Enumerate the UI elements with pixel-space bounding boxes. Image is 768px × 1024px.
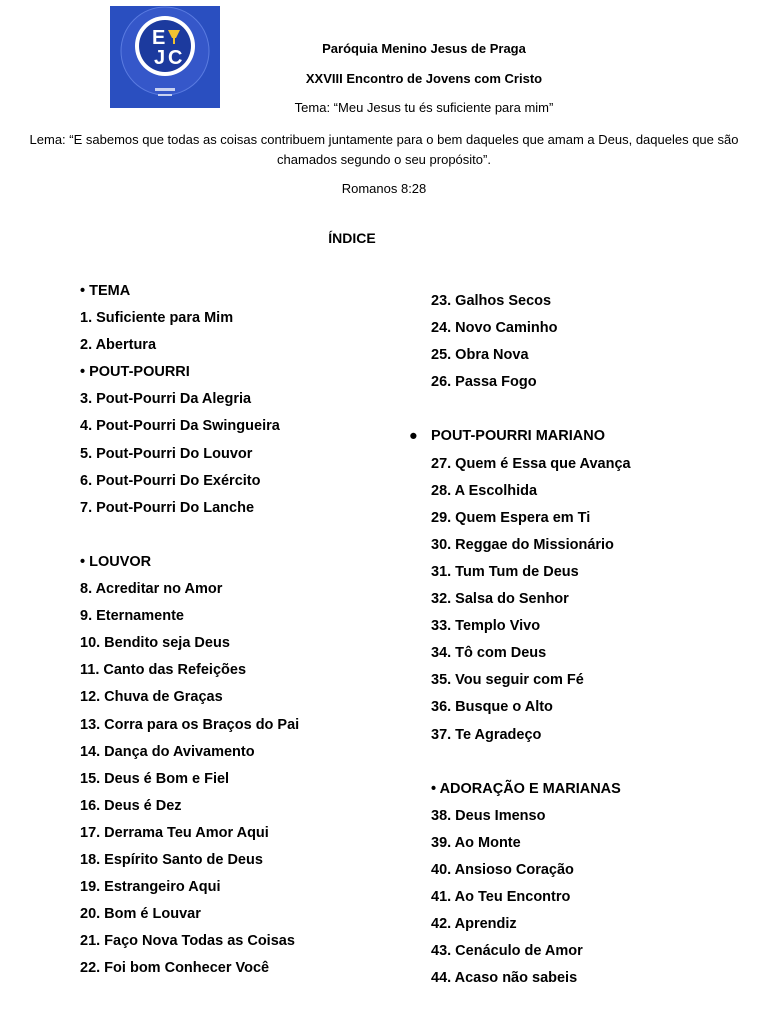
index-entry-label: 33. Templo Vivo [431,618,541,635]
logo-letter-e: E [152,27,166,49]
index-entry-label: 7. Pout-Pourri Do Lanche [80,499,255,516]
index-entry-label: 15. Deus é Bom e Fiel [80,770,230,787]
index-entry-label: 2. Abertura [80,337,157,354]
index-entry-label: 43. Cenáculo de Amor [431,943,583,960]
index-right-column [409,288,631,992]
index-entry-label: • ADORAÇÃO E MARIANAS [431,780,621,797]
index-entry-label: 38. Deus Imenso [431,807,546,824]
index-entry [431,586,631,613]
index-entry-label: 42. Aprendiz [431,916,517,933]
index-entry [431,722,631,749]
index-entry-label: 3. Pout-Pourri Da Alegria [80,391,252,408]
index-entry [80,901,299,928]
index-entry-label: 40. Ansioso Coração [431,861,574,878]
index-entry-label: 5. Pout-Pourri Do Louvor [80,445,253,462]
index-entry [80,657,299,684]
index-entry-label: 4. Pout-Pourri Da Swingueira [80,418,280,435]
index-entry-label: 20. Bom é Louvar [80,906,201,923]
index-entry-label: 6. Pout-Pourri Do Exército [80,472,261,489]
index-entry-label: 29. Quem Espera em Ti [431,509,591,526]
index-section [80,278,299,305]
index-entry [431,938,631,965]
index-entry-label: 28. A Escolhida [431,482,538,499]
index-entry-label: 23. Galhos Secos [431,293,552,309]
index-section [409,423,631,450]
index-entry-label: 32. Salsa do Senhor [431,591,569,608]
index-entry-label: 39. Ao Monte [431,834,521,851]
index-entry-label: 31. Tum Tum de Deus [431,563,579,580]
index-entry [80,874,299,901]
index-entry-label: 26. Passa Fogo [431,374,537,391]
index-entry-label: 21. Faço Nova Todas as Coisas [80,933,295,950]
index-entry-label: 27. Quem é Essa que Avança [431,455,631,472]
index-entry-label: • TEMA [80,283,131,299]
ejc-logo [110,6,220,108]
index-section [80,549,299,576]
index-entry [80,847,299,874]
index-left-column [80,278,299,982]
index-section [80,359,299,386]
index-entry-label: 12. Chuva de Graças [80,689,223,706]
index-entry [80,441,299,468]
index-entry [431,965,631,992]
index-section [431,776,631,803]
index-entry-label: 14. Dança do Avivamento [80,743,255,760]
bible-reference: Romanos 8:28 [341,181,427,196]
index-entry [80,413,299,440]
spacer [80,522,299,549]
index-entry [80,576,299,603]
index-entry [431,451,631,478]
index-entry-label: 18. Espírito Santo de Deus [80,851,263,868]
index-entry [80,820,299,847]
index-entry-label: 19. Estrangeiro Aqui [80,879,221,896]
index-entry-label: 9. Eternamente [80,608,184,625]
index-entry [431,911,631,938]
index-entry-label: 13. Corra para os Braços do Pai [80,716,300,733]
index-entry [431,613,631,640]
index-entry-label: 1. Suficiente para Mim [80,310,234,327]
tema-line: Tema: “Meu Jesus tu és suficiente para mim” [294,100,554,115]
spacer [431,396,631,423]
index-entry-label: 10. Bendito seja Deus [80,635,230,652]
index-entry [431,640,631,667]
index-entry-label: 11. Canto das Refeições [80,662,247,679]
index-entry-label: 35. Vou seguir com Fé [431,672,584,689]
ejc-logo-graphic [110,6,220,108]
bullet-icon: ● [409,428,418,445]
index-entry [431,505,631,532]
index-entry-label: 24. Novo Caminho [431,320,558,337]
index-entry-label: POUT-POURRI MARIANO [431,428,605,445]
index-entry [80,630,299,657]
spacer [431,749,631,776]
index-entry-label: 41. Ao Teu Encontro [431,889,571,906]
index-entry [80,468,299,495]
logo-letter-c: C [168,47,183,69]
index-entry [80,712,299,739]
index-entry [431,478,631,505]
index-entry [431,667,631,694]
lema-paragraph: Lema: “E sabemos que todas as coisas contribuem juntamente para o bem daqueles que amam a Deus, daqueles que são chamados segundo o seu propósito”. [29,132,739,167]
index-entry-label: • LOUVOR [80,553,152,570]
index-entry [431,288,631,315]
index-entry [80,955,299,982]
index-entry-label: 37. Te Agradeço [431,726,542,743]
index-entry [80,928,299,955]
index-entry [80,739,299,766]
index-entry [431,342,631,369]
index-entry [431,532,631,559]
index-entry [431,694,631,721]
index-entry [431,884,631,911]
index-entry-label: 22. Foi bom Conhecer Você [80,960,270,977]
index-entry [80,603,299,630]
index-entry [80,305,299,332]
index-entry [80,495,299,522]
index-entry-label: 17. Derrama Teu Amor Aqui [80,824,269,841]
index-entry-label: 34. Tô com Deus [431,645,547,662]
index-entry [80,793,299,820]
logo-letter-j: J [154,47,166,69]
index-entry [80,332,299,359]
index-entry-label: 36. Busque o Alto [431,699,553,716]
index-entry [431,857,631,884]
index-entry [80,386,299,413]
index-entry [431,803,631,830]
index-entry [80,766,299,793]
index-entry [431,315,631,342]
index-entry [431,369,631,396]
index-entry-label: 25. Obra Nova [431,347,529,364]
index-entry-label: 44. Acaso não sabeis [431,970,578,987]
index-entry-label: 30. Reggae do Missionário [431,536,614,553]
index-title: ÍNDICE [328,230,376,246]
parish-name: Paróquia Menino Jesus de Praga [322,41,526,56]
index-entry-label: 8. Acreditar no Amor [80,581,223,598]
index-entry [80,684,299,711]
index-entry [431,559,631,586]
encontro-title: XXVIII Encontro de Jovens com Cristo [305,71,543,86]
index-entry [431,830,631,857]
index-entry-label: 16. Deus é Dez [80,797,182,814]
index-entry-label: • POUT-POURRI [80,364,190,381]
